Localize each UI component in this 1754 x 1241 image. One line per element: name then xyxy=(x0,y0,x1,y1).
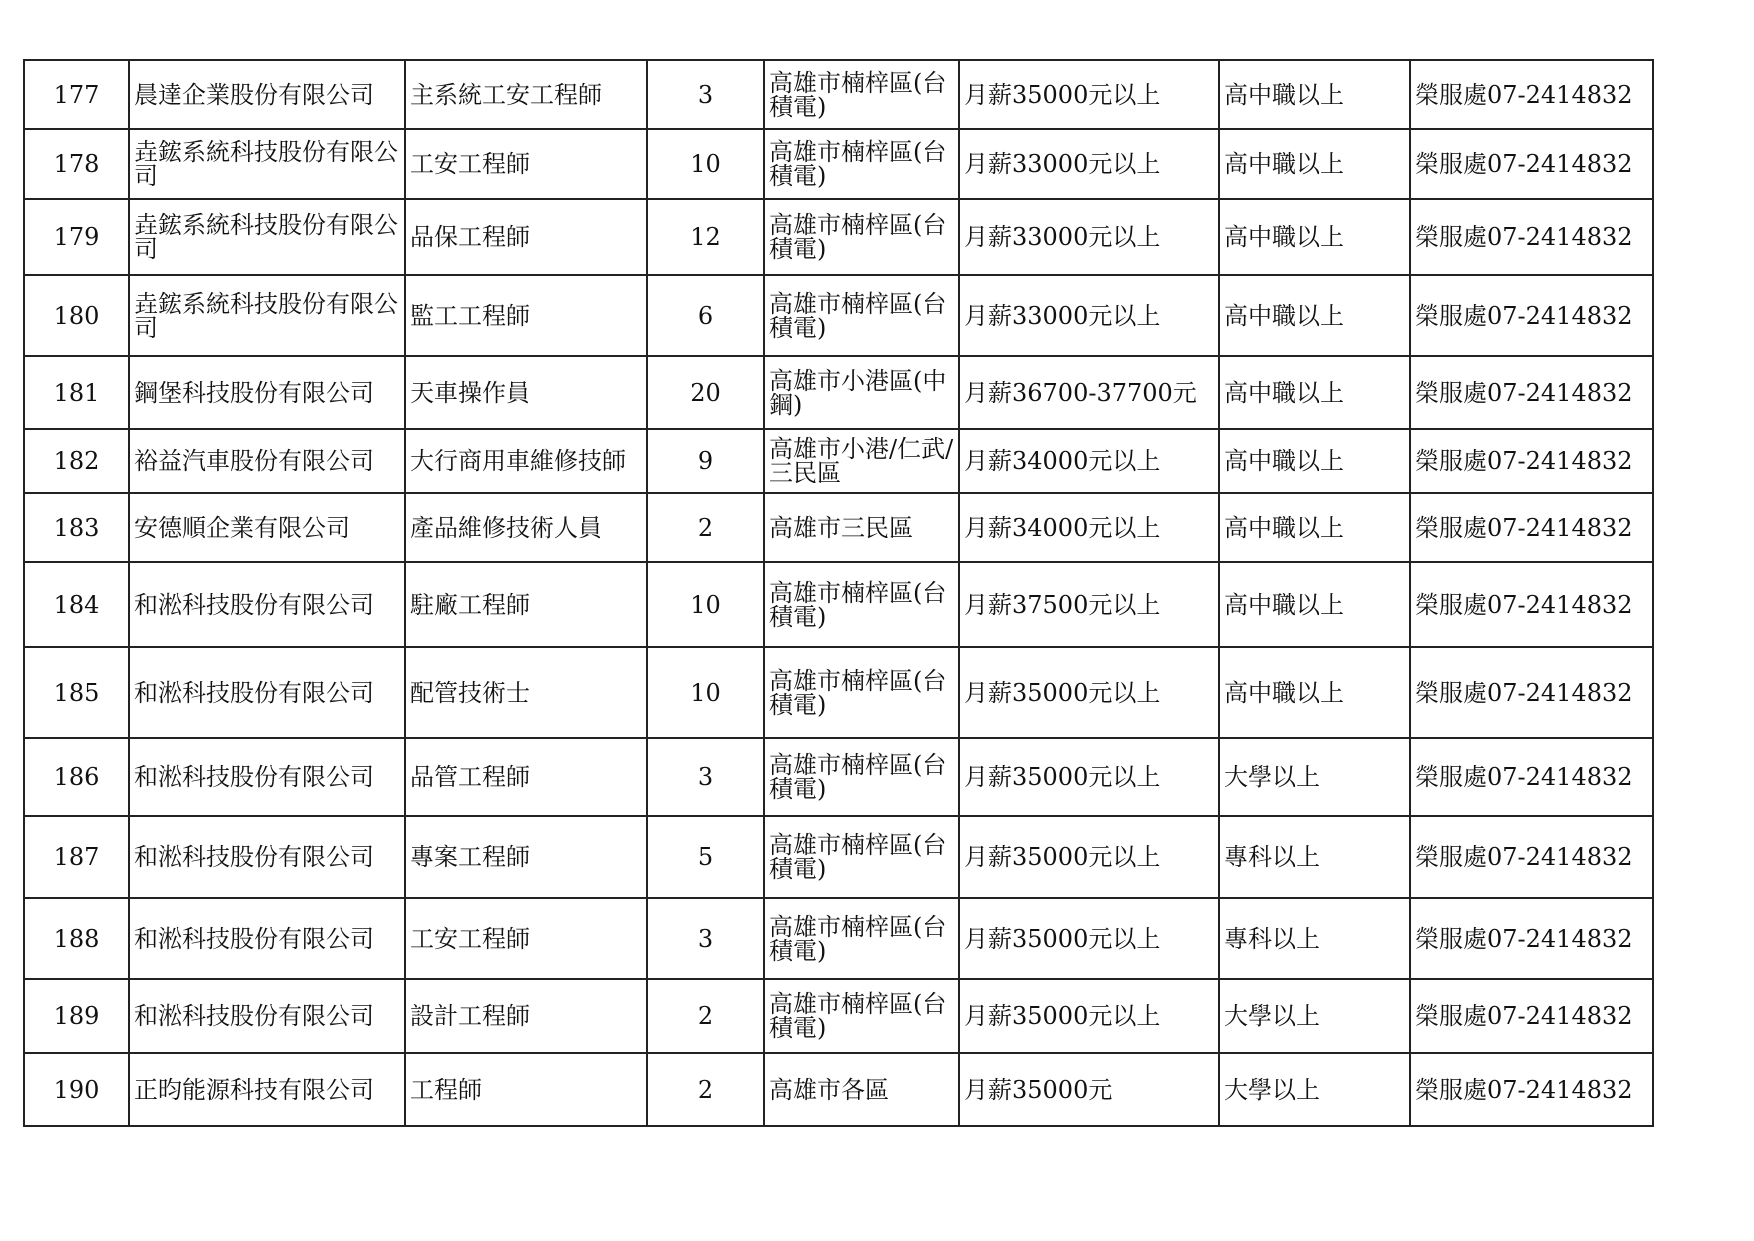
education-cell: 高中職以上 xyxy=(1219,275,1410,356)
location-cell: 高雄市楠梓區(台積電) xyxy=(764,562,959,647)
position-cell: 天車操作員 xyxy=(405,356,647,429)
row-number: 177 xyxy=(24,60,129,129)
table-row xyxy=(24,60,1653,129)
location-cell: 高雄市楠梓區(台積電) xyxy=(764,979,959,1053)
salary-cell: 月薪34000元以上 xyxy=(959,493,1219,562)
company-cell: 晨達企業股份有限公司 xyxy=(129,60,405,129)
contact-cell: 榮服處07-2414832 xyxy=(1410,429,1653,493)
position-cell: 設計工程師 xyxy=(405,979,647,1053)
table-row xyxy=(24,647,1653,738)
education-cell: 專科以上 xyxy=(1219,898,1410,979)
company-cell: 和淞科技股份有限公司 xyxy=(129,898,405,979)
row-number: 184 xyxy=(24,562,129,647)
table-row xyxy=(24,1053,1653,1126)
salary-cell: 月薪33000元以上 xyxy=(959,129,1219,199)
education-cell: 大學以上 xyxy=(1219,738,1410,816)
headcount-cell: 6 xyxy=(647,275,764,356)
contact-cell: 榮服處07-2414832 xyxy=(1410,1053,1653,1126)
company-cell: 正昀能源科技有限公司 xyxy=(129,1053,405,1126)
education-cell: 高中職以上 xyxy=(1219,356,1410,429)
row-number: 189 xyxy=(24,979,129,1053)
position-cell: 專案工程師 xyxy=(405,816,647,898)
position-cell: 配管技術士 xyxy=(405,647,647,738)
salary-cell: 月薪35000元以上 xyxy=(959,898,1219,979)
contact-cell: 榮服處07-2414832 xyxy=(1410,738,1653,816)
education-cell: 大學以上 xyxy=(1219,979,1410,1053)
table-row xyxy=(24,816,1653,898)
company-cell: 安德順企業有限公司 xyxy=(129,493,405,562)
headcount-cell: 3 xyxy=(647,898,764,979)
salary-cell: 月薪35000元 xyxy=(959,1053,1219,1126)
row-number: 182 xyxy=(24,429,129,493)
salary-cell: 月薪37500元以上 xyxy=(959,562,1219,647)
salary-cell: 月薪33000元以上 xyxy=(959,275,1219,356)
headcount-cell: 10 xyxy=(647,562,764,647)
contact-cell: 榮服處07-2414832 xyxy=(1410,129,1653,199)
location-cell: 高雄市楠梓區(台積電) xyxy=(764,60,959,129)
position-cell: 工安工程師 xyxy=(405,129,647,199)
salary-cell: 月薪34000元以上 xyxy=(959,429,1219,493)
headcount-cell: 10 xyxy=(647,647,764,738)
headcount-cell: 12 xyxy=(647,199,764,275)
position-cell: 大行商用車維修技師 xyxy=(405,429,647,493)
headcount-cell: 3 xyxy=(647,60,764,129)
position-cell: 工程師 xyxy=(405,1053,647,1126)
contact-cell: 榮服處07-2414832 xyxy=(1410,979,1653,1053)
education-cell: 高中職以上 xyxy=(1219,129,1410,199)
headcount-cell: 9 xyxy=(647,429,764,493)
table-row xyxy=(24,979,1653,1053)
location-cell: 高雄市各區 xyxy=(764,1053,959,1126)
row-number: 185 xyxy=(24,647,129,738)
headcount-cell: 2 xyxy=(647,1053,764,1126)
salary-cell: 月薪36700-37700元 xyxy=(959,356,1219,429)
location-cell: 高雄市楠梓區(台積電) xyxy=(764,275,959,356)
education-cell: 高中職以上 xyxy=(1219,493,1410,562)
salary-cell: 月薪35000元以上 xyxy=(959,738,1219,816)
education-cell: 高中職以上 xyxy=(1219,60,1410,129)
row-number: 180 xyxy=(24,275,129,356)
education-cell: 高中職以上 xyxy=(1219,429,1410,493)
company-cell: 垚鋐系統科技股份有限公司 xyxy=(129,275,405,356)
table-row xyxy=(24,898,1653,979)
company-cell: 和淞科技股份有限公司 xyxy=(129,816,405,898)
company-cell: 和淞科技股份有限公司 xyxy=(129,647,405,738)
contact-cell: 榮服處07-2414832 xyxy=(1410,60,1653,129)
headcount-cell: 5 xyxy=(647,816,764,898)
position-cell: 駐廠工程師 xyxy=(405,562,647,647)
contact-cell: 榮服處07-2414832 xyxy=(1410,275,1653,356)
position-cell: 主系統工安工程師 xyxy=(405,60,647,129)
contact-cell: 榮服處07-2414832 xyxy=(1410,199,1653,275)
row-number: 187 xyxy=(24,816,129,898)
row-number: 178 xyxy=(24,129,129,199)
position-cell: 品保工程師 xyxy=(405,199,647,275)
company-cell: 鋼堡科技股份有限公司 xyxy=(129,356,405,429)
headcount-cell: 2 xyxy=(647,493,764,562)
education-cell: 高中職以上 xyxy=(1219,647,1410,738)
row-number: 183 xyxy=(24,493,129,562)
table-row xyxy=(24,275,1653,356)
company-cell: 和淞科技股份有限公司 xyxy=(129,562,405,647)
row-number: 181 xyxy=(24,356,129,429)
table-row xyxy=(24,356,1653,429)
headcount-cell: 3 xyxy=(647,738,764,816)
location-cell: 高雄市楠梓區(台積電) xyxy=(764,898,959,979)
row-number: 179 xyxy=(24,199,129,275)
row-number: 188 xyxy=(24,898,129,979)
headcount-cell: 10 xyxy=(647,129,764,199)
salary-cell: 月薪35000元以上 xyxy=(959,979,1219,1053)
location-cell: 高雄市三民區 xyxy=(764,493,959,562)
salary-cell: 月薪33000元以上 xyxy=(959,199,1219,275)
contact-cell: 榮服處07-2414832 xyxy=(1410,356,1653,429)
headcount-cell: 2 xyxy=(647,979,764,1053)
job-listing-table xyxy=(23,59,1654,1127)
company-cell: 垚鋐系統科技股份有限公司 xyxy=(129,199,405,275)
contact-cell: 榮服處07-2414832 xyxy=(1410,493,1653,562)
location-cell: 高雄市小港/仁武/三民區 xyxy=(764,429,959,493)
contact-cell: 榮服處07-2414832 xyxy=(1410,898,1653,979)
company-cell: 和淞科技股份有限公司 xyxy=(129,979,405,1053)
company-cell: 裕益汽車股份有限公司 xyxy=(129,429,405,493)
education-cell: 專科以上 xyxy=(1219,816,1410,898)
table-row xyxy=(24,199,1653,275)
table-row xyxy=(24,562,1653,647)
salary-cell: 月薪35000元以上 xyxy=(959,647,1219,738)
salary-cell: 月薪35000元以上 xyxy=(959,816,1219,898)
salary-cell: 月薪35000元以上 xyxy=(959,60,1219,129)
position-cell: 監工工程師 xyxy=(405,275,647,356)
education-cell: 高中職以上 xyxy=(1219,199,1410,275)
row-number: 186 xyxy=(24,738,129,816)
company-cell: 和淞科技股份有限公司 xyxy=(129,738,405,816)
location-cell: 高雄市楠梓區(台積電) xyxy=(764,129,959,199)
position-cell: 工安工程師 xyxy=(405,898,647,979)
position-cell: 產品維修技術人員 xyxy=(405,493,647,562)
position-cell: 品管工程師 xyxy=(405,738,647,816)
table-row xyxy=(24,129,1653,199)
headcount-cell: 20 xyxy=(647,356,764,429)
location-cell: 高雄市楠梓區(台積電) xyxy=(764,199,959,275)
location-cell: 高雄市楠梓區(台積電) xyxy=(764,738,959,816)
row-number: 190 xyxy=(24,1053,129,1126)
table-body xyxy=(24,60,1653,1126)
location-cell: 高雄市楠梓區(台積電) xyxy=(764,816,959,898)
table-row xyxy=(24,429,1653,493)
company-cell: 垚鋐系統科技股份有限公司 xyxy=(129,129,405,199)
contact-cell: 榮服處07-2414832 xyxy=(1410,647,1653,738)
contact-cell: 榮服處07-2414832 xyxy=(1410,816,1653,898)
education-cell: 高中職以上 xyxy=(1219,562,1410,647)
education-cell: 大學以上 xyxy=(1219,1053,1410,1126)
table-row xyxy=(24,493,1653,562)
location-cell: 高雄市小港區(中鋼) xyxy=(764,356,959,429)
location-cell: 高雄市楠梓區(台積電) xyxy=(764,647,959,738)
table-row xyxy=(24,738,1653,816)
contact-cell: 榮服處07-2414832 xyxy=(1410,562,1653,647)
